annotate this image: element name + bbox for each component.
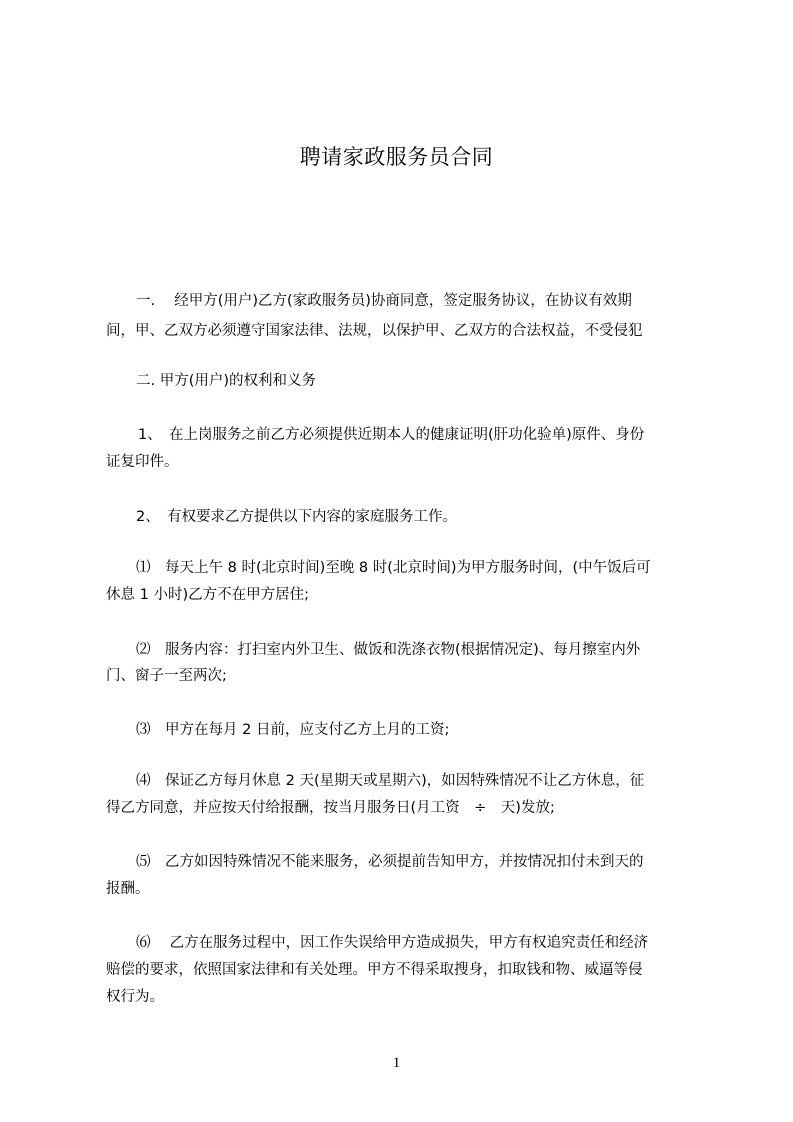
paragraph-8-line-1: ⑷ 保证乙方每月休息 2 天(星期天或星期六)，如因特殊情况不让乙方休息，征 xyxy=(136,773,645,789)
paragraph-5-line-1: ⑴ 每天上午 8 时(北京时间)至晚 8 时(北京时间)为甲方服务时间，(中午饭后可 xyxy=(136,560,651,576)
paragraph-5-line-2: 休息 1 小时)乙方不在甲方居住; xyxy=(106,587,309,603)
paragraph-10-line-1: ⑹ 乙方在服务过程中，因工作失误给甲方造成损失，甲方有权追究责任和经济 xyxy=(136,935,649,951)
page-number: 1 xyxy=(392,1055,401,1071)
paragraph-10-line-2: 赔偿的要求，依照国家法律和有关处理。甲方不得采取搜身，扣取钱和物、威逼等侵 xyxy=(106,962,643,978)
document-title: 聘请家政服务员合同 xyxy=(299,145,494,169)
paragraph-9-line-1: ⑸ 乙方如因特殊情况不能来服务，必须提前告知甲方，并按情况扣付未到天的 xyxy=(136,854,644,870)
section-heading-rights: 二. 甲方(用户)的权利和义务 xyxy=(136,373,317,389)
paragraph-8-line-2: 得乙方同意，并应按天付给报酬，按当月服务日(月工资 ÷ 天)发放; xyxy=(106,800,555,816)
paragraph-10-line-3: 权行为。 xyxy=(106,989,164,1005)
paragraph-6-line-1: ⑵ 服务内容：打扫室内外卫生、做饭和洗涤衣物(根据情况定)、每月擦室内外 xyxy=(136,642,641,658)
paragraph-3-line-2: 证复印件。 xyxy=(106,454,179,470)
paragraph-4-line-1: 2、 有权要求乙方提供以下内容的家庭服务工作。 xyxy=(136,509,457,525)
paragraph-1-line-1: 一. 经甲方(用户)乙方(家政服务员)协商同意，签定服务协议，在协议有效期 xyxy=(136,293,632,309)
paragraph-6-line-2: 门、窗子一至两次; xyxy=(106,668,227,684)
paragraph-7-line-1: ⑶ 甲方在每月 2 日前，应支付乙方上月的工资; xyxy=(136,722,450,738)
paragraph-9-line-2: 报酬。 xyxy=(106,881,150,897)
paragraph-3-line-1: 1、 在上岗服务之前乙方必须提供近期本人的健康证明(肝功化验单)原件、身份 xyxy=(138,427,645,443)
paragraph-1-line-2: 间，甲、乙双方必须遵守国家法律、法规，以保护甲、乙双方的合法权益，不受侵犯 xyxy=(106,323,643,339)
